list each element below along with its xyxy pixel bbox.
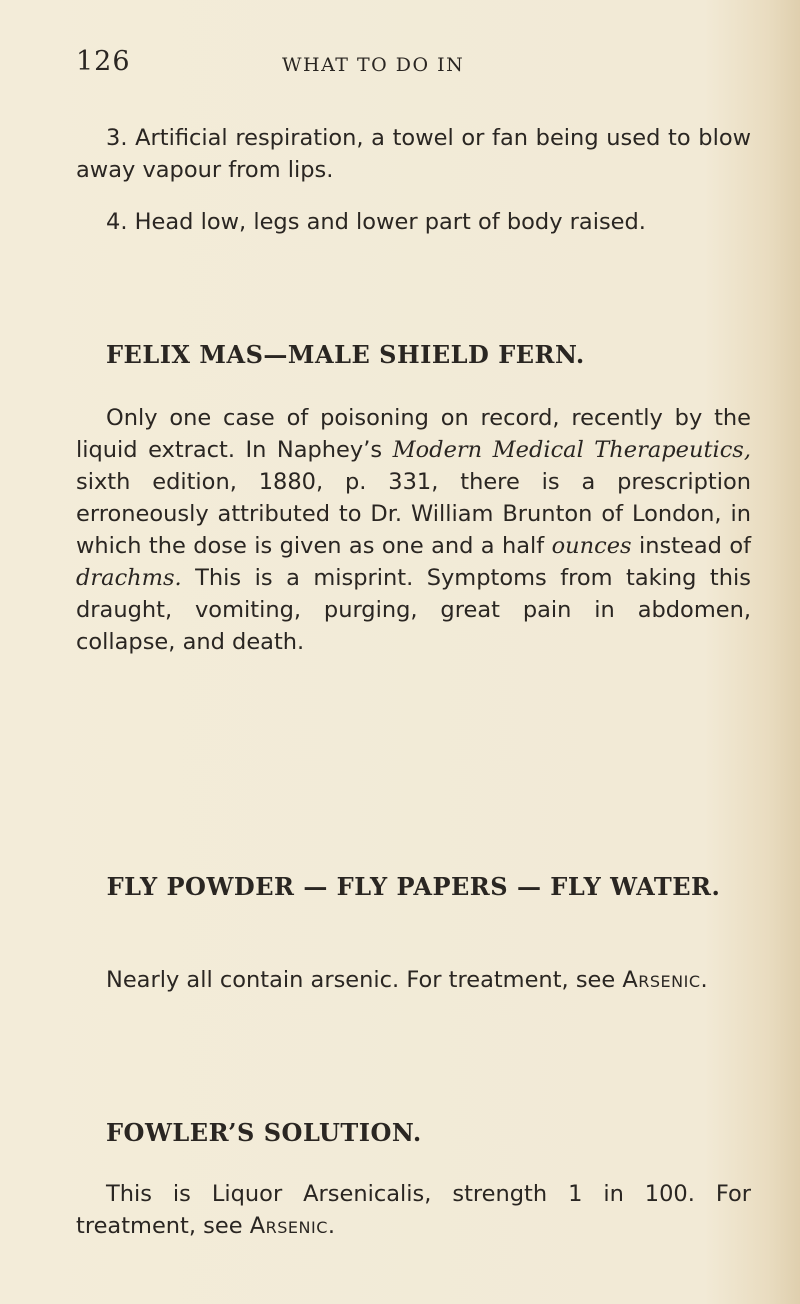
running-head: WHAT TO DO IN: [282, 54, 465, 76]
felix-text-3: This is a misprint. Symptoms from taking this draught, vomiting, purging, great pain in abdomen, collapse, and death.: [76, 565, 751, 655]
cross-reference-arsenic-2: Arsenic.: [249, 1213, 336, 1239]
cross-reference-arsenic: Arsenic.: [622, 967, 709, 993]
heading-fowlers-solution: FOWLER’S SOLUTION.: [106, 1118, 422, 1147]
felix-text-1: Only one case of poisoning on record, recently by the liquid extract. In Naphey’s: [76, 405, 751, 463]
paragraph-item-3: 3. Artificial respiration, a towel or fan being used to blow away vapour from lips.: [76, 125, 751, 183]
word-ounces: ounces: [551, 533, 632, 559]
fowler-text: This is Liquor Arsenicalis, strength 1 in 100. For treatment, see: [76, 1181, 751, 1239]
page-number: 126: [76, 46, 131, 77]
paragraph-item-4: 4. Head low, legs and lower part of body raised.: [106, 209, 646, 235]
fly-text: Nearly all contain arsenic. For treatment, see: [106, 967, 623, 993]
word-drachms: drachms.: [76, 565, 182, 591]
paragraph-felix-mas: [76, 402, 751, 658]
heading-felix-mas: FELIX MAS—MALE SHIELD FERN.: [106, 340, 585, 369]
page-header: [76, 46, 736, 90]
paragraph-fowlers-solution: [76, 1178, 751, 1242]
heading-fly-powder: FLY POWDER — FLY PAPERS — FLY WATER.: [106, 872, 721, 901]
felix-text-2: sixth edition, 1880, p. 331, there is a prescription erroneously attributed to Dr. William Brunton of London, in which the dose is given as one and a half: [76, 469, 751, 559]
felix-text-instead-of: instead of: [631, 533, 752, 559]
book-title: Modern Medical Therapeutics,: [392, 437, 752, 463]
paragraph-fly-powder: [76, 964, 751, 996]
